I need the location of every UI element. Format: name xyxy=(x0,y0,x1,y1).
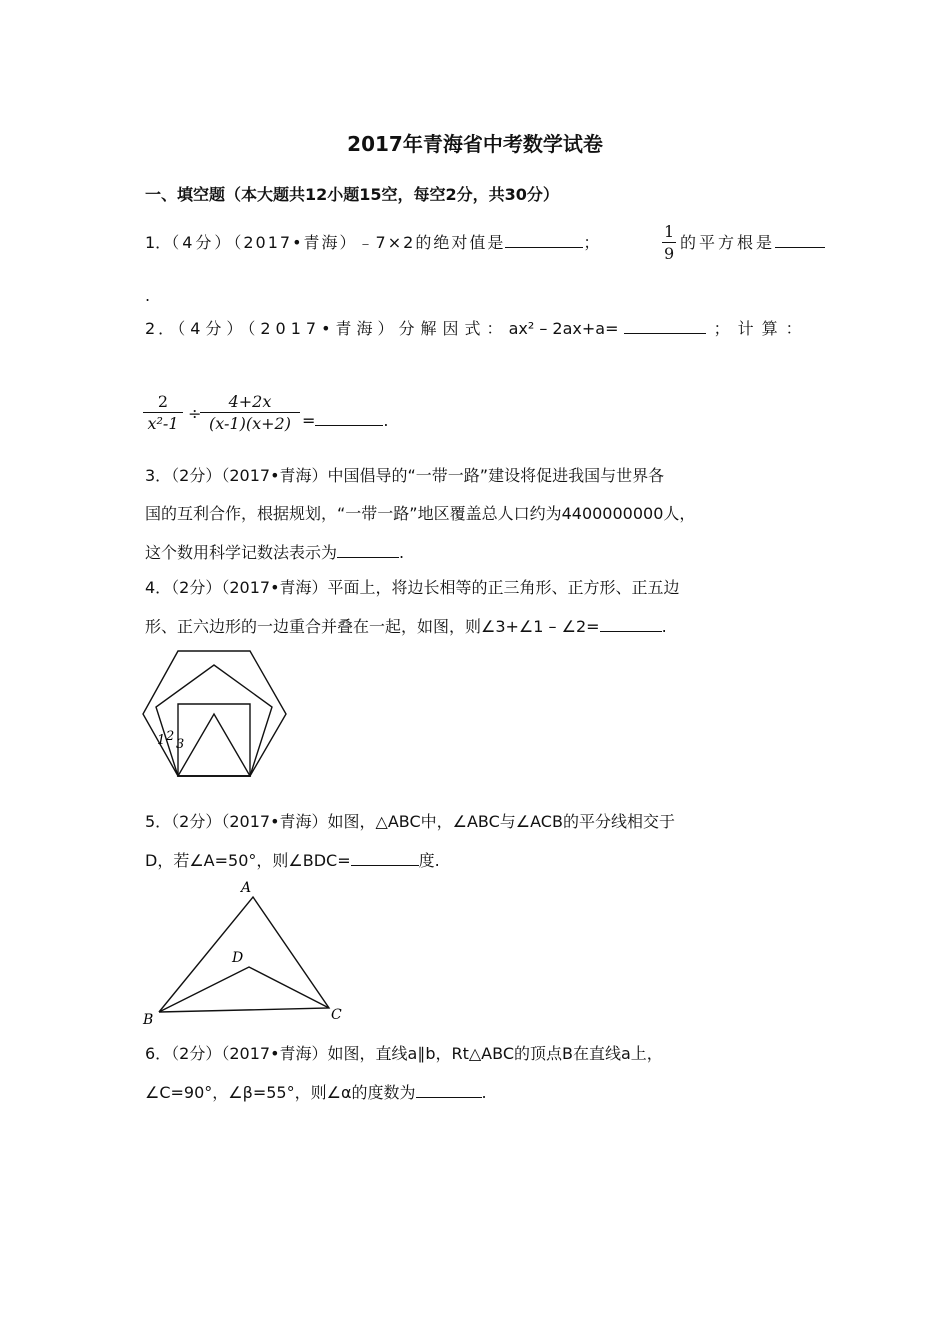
q1-answer-blank-2[interactable] xyxy=(775,232,825,248)
q1-number: 1． xyxy=(145,233,172,252)
q6-line-2-text: ∠C=90°，∠β=55°，则∠α的度数为 xyxy=(145,1083,416,1102)
q2-fraction-1-numerator: 2 xyxy=(143,392,183,413)
q4-answer-blank[interactable] xyxy=(600,616,662,632)
q5-line-1: 5．（2分）（2017•青海）如图，△ABC中，∠ABC与∠ACB的平分线相交于 xyxy=(145,812,675,831)
vertex-label-a: A xyxy=(241,880,252,896)
q1-separator: ； xyxy=(583,233,600,252)
vertex-label-c: C xyxy=(331,1007,342,1023)
q2-fraction-1-denominator: x²-1 xyxy=(147,414,179,433)
q1-score: （4分） xyxy=(171,233,234,252)
q1-answer-blank-1[interactable] xyxy=(505,232,583,248)
q2-answer-blank-2[interactable] xyxy=(315,410,383,426)
q1-fraction-numerator: 1 xyxy=(664,222,675,241)
page-title: 2017年青海省中考数学试卷 xyxy=(347,132,603,156)
q2-fraction-2 xyxy=(200,392,300,435)
triangle-shape xyxy=(178,714,250,776)
q2-fraction-1 xyxy=(143,392,183,435)
q2-fraction-2-denominator: (x-1)(x+2) xyxy=(209,414,291,433)
q3-line-2: 国的互利合作，根据规划，“一带一路”地区覆盖总人口约为4400000000人， xyxy=(145,504,696,523)
angle-label-3: 3 xyxy=(176,737,185,752)
q5-line-2-text: D，若∠A=50°，则∠BDC= xyxy=(145,851,351,870)
vertex-label-d: D xyxy=(232,950,244,966)
question-1 xyxy=(145,232,599,253)
pentagon-shape xyxy=(156,665,272,776)
q4-line-2-text: 形、正六边形的一边重合并叠在一起，如图，则∠3+∠1 – ∠2= xyxy=(145,617,600,636)
q4-line-1: 4．（2分）（2017•青海）平面上，将边长相等的正三角形、正方形、正五边 xyxy=(145,578,680,597)
q6-line-1: 6．（2分）（2017•青海）如图，直线a∥b，Rt△ABC的顶点B在直线a上， xyxy=(145,1044,663,1063)
triangle-abc-figure xyxy=(140,876,350,1032)
q1-source: （2017•青海） xyxy=(233,233,358,252)
angle-label-1: 1 xyxy=(157,733,166,748)
q2-answer-blank-1[interactable] xyxy=(624,318,706,334)
angle-label-2: 2 xyxy=(166,729,175,744)
q4-line-2 xyxy=(145,616,667,637)
q4-end: . xyxy=(661,617,667,636)
q2-text-a: 分解因式： xyxy=(398,319,509,338)
q6-answer-blank[interactable] xyxy=(416,1082,482,1098)
vertex-label-b: B xyxy=(143,1012,154,1028)
q1-end: . xyxy=(145,286,151,305)
q1-text-b: 的平方根是 xyxy=(680,233,776,252)
q3-line-3 xyxy=(145,542,404,563)
q2-text-b: 计算： xyxy=(737,319,810,338)
q6-line-2 xyxy=(145,1082,487,1103)
q1-tail xyxy=(680,232,825,253)
section-heading: 一、填空题（本大题共12小题15空，每空2分，共30分） xyxy=(145,185,559,204)
q2-source: （2017•青海） xyxy=(247,319,399,338)
q1-fraction-denominator: 9 xyxy=(664,244,675,263)
q2-tail xyxy=(302,410,389,431)
q1-text-a: ﹣7×2的绝对值是 xyxy=(357,233,506,252)
q5-answer-blank[interactable] xyxy=(351,850,419,866)
polygons-figure xyxy=(140,644,300,784)
bisector-lines xyxy=(159,967,329,1012)
q3-end: . xyxy=(399,543,405,562)
q2-equals: = xyxy=(302,411,316,430)
q2-number: 2． xyxy=(145,319,178,338)
q3-line-3-text: 这个数用科学记数法表示为 xyxy=(145,543,338,562)
q1-fraction xyxy=(662,222,676,265)
q2-score: （4分） xyxy=(177,319,248,338)
q5-end: 度. xyxy=(418,851,440,870)
q6-end: . xyxy=(481,1083,487,1102)
question-2 xyxy=(145,318,810,339)
q2-divide-sign: ÷ xyxy=(188,404,202,423)
q2-expression: ax² – 2ax+a= xyxy=(508,319,619,338)
q3-line-1: 3．（2分）（2017•青海）中国倡导的“一带一路”建设将促进我国与世界各 xyxy=(145,466,665,485)
q5-line-2 xyxy=(145,850,440,871)
q2-separator: ； xyxy=(713,319,730,338)
q2-end: . xyxy=(383,411,389,430)
q3-answer-blank[interactable] xyxy=(337,542,399,558)
q2-fraction-2-numerator: 4+2x xyxy=(200,392,300,413)
